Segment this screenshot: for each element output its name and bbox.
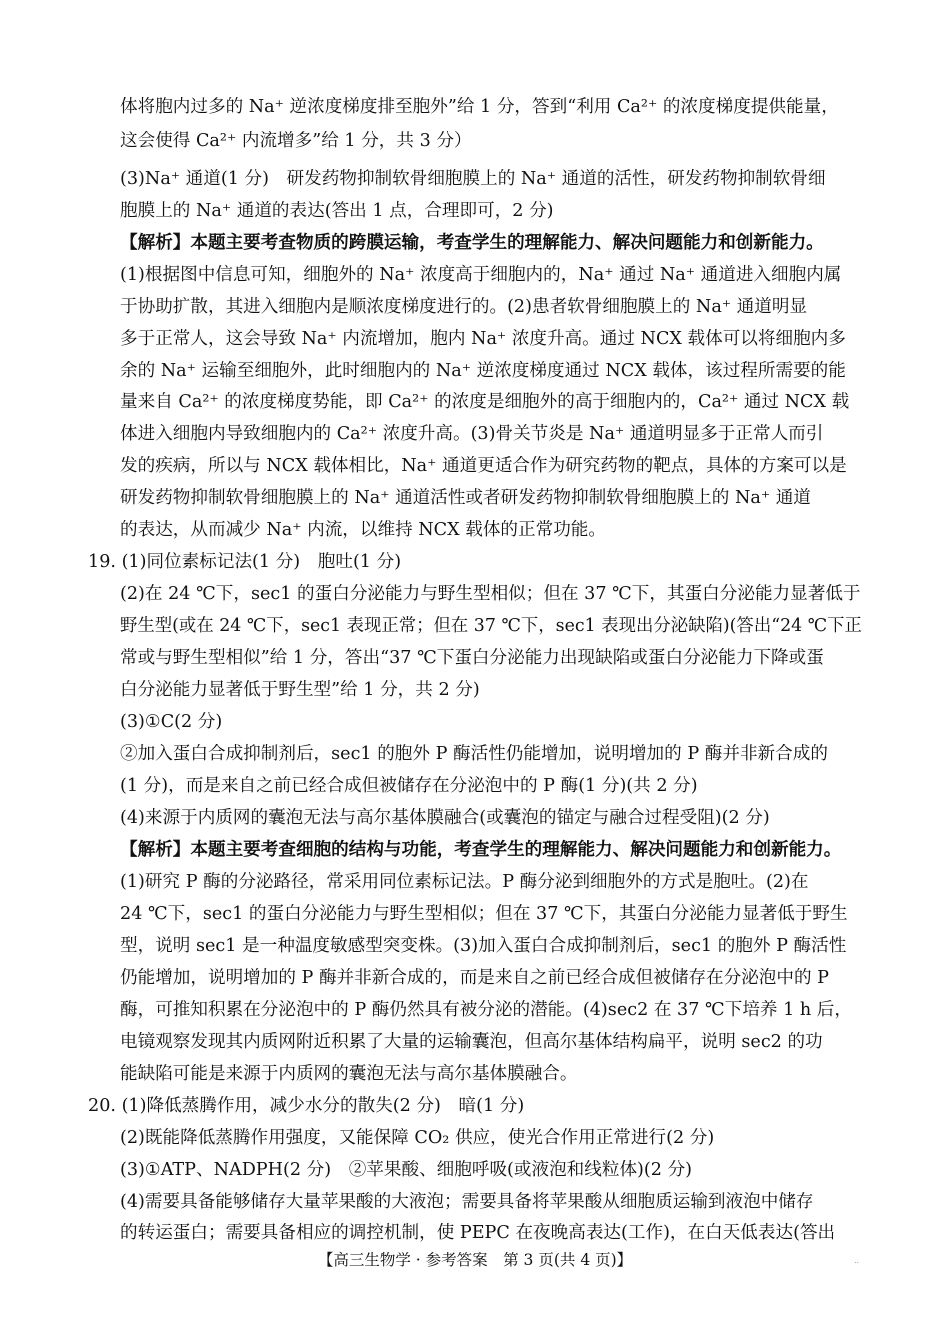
question-20: 20. (1)降低蒸腾作用，减少水分的散失(2 分) 暗(1 分) [88,1096,525,1116]
analysis-heading: 【解析】本题主要考查细胞的结构与功能，考查学生的理解能力、解决问题能力和创新能力。 [120,839,842,860]
text-line: 的表达，从而减少 Na⁺ 内流，以维持 NCX 载体的正常功能。 [120,520,606,540]
text-line: (2)既能降低蒸腾作用强度，又能保障 CO₂ 供应，使光合作用正常进行(2 分) [120,1128,715,1148]
analysis-heading: 【解析】本题主要考查物质的跨膜运输，考查学生的理解能力、解决问题能力和创新能力。 [120,232,824,253]
page-footer: 【高三生物学 · 参考答案 第 3 页(共 4 页)】 [317,1251,633,1269]
text-line: 余的 Na⁺ 运输至细胞外，此时细胞内的 Na⁺ 逆浓度梯度通过 NCX 载体，该过程所需要的能 [120,361,846,381]
text-line: (3)Na⁺ 通道(1 分) 研发药物抑制软骨细胞膜上的 Na⁺ 通道的活性，研发药物抑制软骨细 [120,169,826,189]
text-line: 24 ℃下，sec1 的蛋白分泌能力与野生型相似；但在 37 ℃下，其蛋白分泌能力显著低于野生 [120,904,848,924]
text-line: 能缺陷可能是来源于内质网的囊泡无法与高尔基体膜融合。 [120,1064,578,1084]
text-line: 发的疾病，所以与 NCX 载体相比，Na⁺ 通道更适合作为研究药物的靶点，具体的方案可以是 [120,456,847,476]
text-line: 这会使得 Ca²⁺ 内流增多”给 1 分，共 3 分） [120,131,472,151]
text-line: (3)①C(2 分) [120,712,223,732]
text-line: 型，说明 sec1 是一种温度敏感型突变株。(3)加入蛋白合成抑制剂后，sec1 的胞外 P 酶活性 [120,936,847,956]
text-line: 体将胞内过多的 Na⁺ 逆浓度梯度排至胞外”给 1 分，答到“利用 Ca²⁺ 的浓度梯度提供能量， [120,97,839,117]
text-line: 于协助扩散，其进入细胞内是顺浓度梯度进行的。(2)患者软骨细胞膜上的 Na⁺ 通道明显 [120,297,808,317]
text-line: 研发药物抑制软骨细胞膜上的 Na⁺ 通道活性或者研发药物抑制软骨细胞膜上的 Na⁺ 通道 [120,488,811,508]
text-line: (1)根据图中信息可知，细胞外的 Na⁺ 浓度高于细胞内的，Na⁺ 通过 Na⁺ 通道进入细胞内属 [120,265,842,285]
text-line: ②加入蛋白合成抑制剂后，sec1 的胞外 P 酶活性仍能增加，说明增加的 P 酶并非新合成的 [120,744,828,764]
text-line: 仍能增加，说明增加的 P 酶并非新合成的，而是来自之前已经合成但被储存在分泌泡中的 P [120,968,830,988]
text-line: (4)需要具备能够储存大量苹果酸的大液泡；需要具备将苹果酸从细胞质运输到液泡中储存 [120,1192,814,1212]
text-line: (4)来源于内质网的囊泡无法与高尔基体膜融合(或囊泡的锚定与融合过程受阻)(2 分) [120,808,770,828]
text-line: 多于正常人，这会导致 Na⁺ 内流增加，胞内 Na⁺ 浓度升高。通过 NCX 载体可以将细胞内多 [120,329,846,349]
text-line: 酶，可推知积累在分泌泡中的 P 酶仍然具有被分泌的潜能。(4)sec2 在 37 ℃下培养 1 h 后， [120,1000,852,1020]
text-line: 电镜观察发现其内质网附近积累了大量的运输囊泡，但高尔基体结构扁平，说明 sec2 的功 [120,1032,823,1052]
text-line: 的转运蛋白；需要具备相应的调控机制，使 PEPC 在夜晚高表达(工作)，在白天低表达(答出 [120,1223,836,1243]
text-line: 胞膜上的 Na⁺ 通道的表达(答出 1 点，合理即可，2 分) [120,201,554,221]
question-19: 19. (1)同位素标记法(1 分) 胞吐(1 分) [88,552,402,572]
text-line: 常或与野生型相似”给 1 分，答出“37 ℃下蛋白分泌能力出现缺陷或蛋白分泌能力下降或蛋 [120,648,824,668]
text-line: 量来自 Ca²⁺ 的浓度梯度势能，即 Ca²⁺ 的浓度是细胞外的高于细胞内的，Ca²⁺ 通过 NCX 载 [120,392,850,412]
text-line: (1)研究 P 酶的分泌路径，常采用同位素标记法。P 酶分泌到细胞外的方式是胞吐。(2)在 [120,872,809,892]
text-line: (2)在 24 ℃下，sec1 的蛋白分泌能力与野生型相似；但在 37 ℃下，其蛋白分泌能力显著低于 [120,584,861,604]
text-line: 白分泌能力显著低于野生型”给 1 分，共 2 分) [120,680,480,700]
text-line: 体进入细胞内导致细胞内的 Ca²⁺ 浓度升高。(3)骨关节炎是 Na⁺ 通道明显多于正常人而引 [120,424,824,444]
text-line: (1 分)，而是来自之前已经合成但被储存在分泌泡中的 P 酶(1 分)(共 2 分) [120,776,698,796]
text-line: (3)①ATP、NADPH(2 分) ②苹果酸、细胞呼吸(或液泡和线粒体)(2 分) [120,1160,693,1180]
corner-mark: .. [854,1256,860,1265]
text-line: 野生型(或在 24 ℃下，sec1 表现正常；但在 37 ℃下，sec1 表现出分泌缺陷)(答出“24 ℃下正 [120,616,862,636]
